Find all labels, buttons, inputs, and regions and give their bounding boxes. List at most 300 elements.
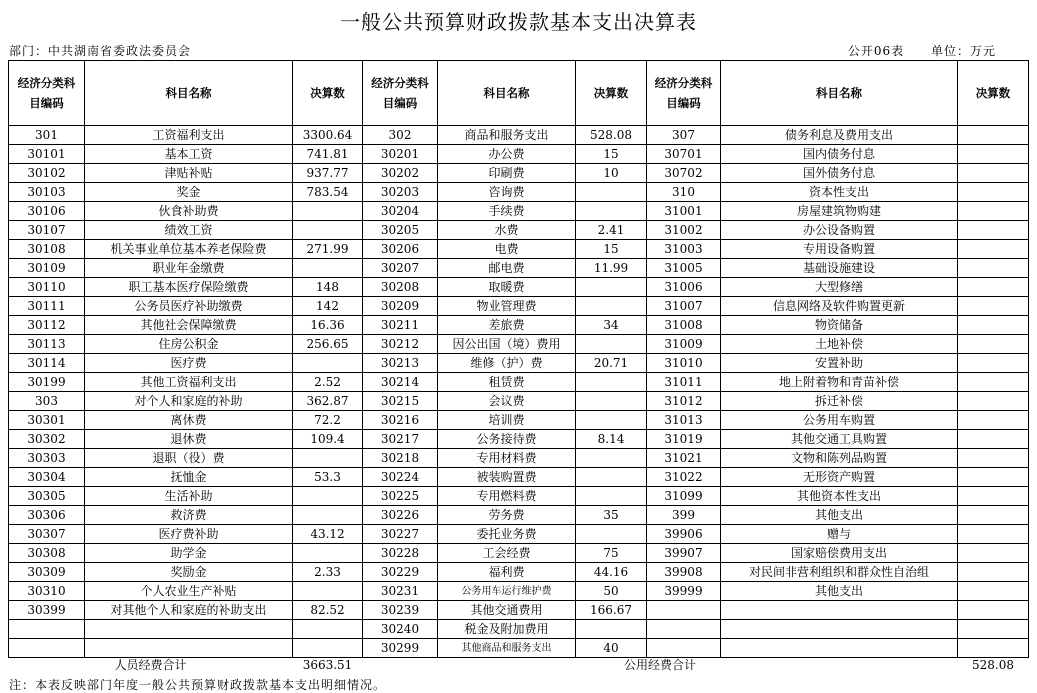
department-label: 部门：中共湖南省委政法委员会 <box>9 44 192 58</box>
cell-name-3: 对民间非营利组织和群众性自治组 <box>721 563 958 582</box>
cell-code-1: 30109 <box>9 259 85 278</box>
table-row <box>9 411 1029 430</box>
cell-amount-1 <box>293 354 363 373</box>
cell-amount-2: 11.99 <box>576 259 647 278</box>
cell-amount-1 <box>293 487 363 506</box>
cell-amount-1: 148 <box>293 278 363 297</box>
cell-name-1: 津贴补贴 <box>85 164 293 183</box>
personnel-total-value: 3663.51 <box>302 658 353 672</box>
table-code: 公开06表 <box>847 44 905 58</box>
cell-name-1: 其他社会保障缴费 <box>85 316 293 335</box>
cell-name-3: 资本性支出 <box>721 183 958 202</box>
table-row <box>9 601 1029 620</box>
cell-amount-3 <box>958 221 1029 240</box>
cell-code-3: 31013 <box>647 411 721 430</box>
cell-code-1 <box>9 620 85 639</box>
public-total-value: 528.08 <box>972 658 1014 672</box>
cell-name-1: 公务员医疗补助缴费 <box>85 297 293 316</box>
cell-amount-3 <box>958 620 1029 639</box>
cell-code-2: 30226 <box>363 506 438 525</box>
cell-code-3: 31011 <box>647 373 721 392</box>
unit-label: 单位：万元 <box>930 44 996 58</box>
cell-code-2: 30209 <box>363 297 438 316</box>
cell-code-3: 31021 <box>647 449 721 468</box>
cell-amount-2: 8.14 <box>576 430 647 449</box>
cell-amount-2: 40 <box>576 639 647 658</box>
cell-name-1: 基本工资 <box>85 145 293 164</box>
cell-amount-3 <box>958 126 1029 145</box>
cell-code-1: 30308 <box>9 544 85 563</box>
cell-amount-3 <box>958 240 1029 259</box>
cell-amount-1: 72.2 <box>293 411 363 430</box>
table-row <box>9 373 1029 392</box>
table-row <box>9 449 1029 468</box>
cell-amount-1 <box>293 506 363 525</box>
cell-amount-2: 10 <box>576 164 647 183</box>
cell-amount-3 <box>958 582 1029 601</box>
cell-code-3: 39906 <box>647 525 721 544</box>
table-row <box>9 183 1029 202</box>
cell-name-2: 工会经费 <box>438 544 576 563</box>
header-code-3: 经济分类科目编码 <box>647 61 721 126</box>
cell-name-2: 电费 <box>438 240 576 259</box>
cell-code-3: 31001 <box>647 202 721 221</box>
cell-code-3: 310 <box>647 183 721 202</box>
table-row <box>9 639 1029 658</box>
cell-amount-3 <box>958 563 1029 582</box>
cell-name-3: 无形资产购置 <box>721 468 958 487</box>
cell-name-3: 国家赔偿费用支出 <box>721 544 958 563</box>
cell-amount-1: 3300.64 <box>293 126 363 145</box>
cell-name-1: 对其他个人和家庭的补助支出 <box>85 601 293 620</box>
cell-name-2: 专用燃料费 <box>438 487 576 506</box>
cell-code-1: 30110 <box>9 278 85 297</box>
cell-code-3: 31005 <box>647 259 721 278</box>
cell-amount-2 <box>576 620 647 639</box>
table-row <box>9 297 1029 316</box>
cell-code-2: 30231 <box>363 582 438 601</box>
cell-name-3: 赠与 <box>721 525 958 544</box>
cell-amount-2 <box>576 335 647 354</box>
cell-amount-3 <box>958 449 1029 468</box>
cell-code-3: 39999 <box>647 582 721 601</box>
cell-amount-3 <box>958 297 1029 316</box>
cell-name-2: 因公出国（境）费用 <box>438 335 576 354</box>
cell-code-3: 31022 <box>647 468 721 487</box>
cell-name-3 <box>721 639 958 658</box>
cell-code-3 <box>647 601 721 620</box>
header-code-2: 经济分类科目编码 <box>363 61 438 126</box>
cell-code-1: 30103 <box>9 183 85 202</box>
cell-code-2: 30207 <box>363 259 438 278</box>
header-code-1: 经济分类科目编码 <box>9 61 85 126</box>
cell-amount-3 <box>958 601 1029 620</box>
cell-name-1: 生活补助 <box>85 487 293 506</box>
cell-code-3: 31019 <box>647 430 721 449</box>
cell-code-3 <box>647 639 721 658</box>
table-row <box>9 202 1029 221</box>
cell-code-3: 39908 <box>647 563 721 582</box>
header-amount-2: 决算数 <box>576 61 647 126</box>
cell-code-3 <box>647 620 721 639</box>
cell-code-3: 31010 <box>647 354 721 373</box>
cell-code-3: 31009 <box>647 335 721 354</box>
cell-code-2: 30206 <box>363 240 438 259</box>
cell-code-2: 30202 <box>363 164 438 183</box>
cell-amount-1 <box>293 582 363 601</box>
cell-amount-1 <box>293 259 363 278</box>
header-name-3: 科目名称 <box>721 61 958 126</box>
cell-amount-1 <box>293 221 363 240</box>
cell-code-3: 30702 <box>647 164 721 183</box>
table-row <box>9 221 1029 240</box>
cell-code-1: 30306 <box>9 506 85 525</box>
expenditure-table <box>8 60 1029 672</box>
cell-name-2: 咨询费 <box>438 183 576 202</box>
cell-name-3: 国外债务付息 <box>721 164 958 183</box>
cell-amount-3 <box>958 373 1029 392</box>
cell-name-3: 其他资本性支出 <box>721 487 958 506</box>
cell-name-1: 职工基本医疗保险缴费 <box>85 278 293 297</box>
cell-amount-1 <box>293 639 363 658</box>
cell-name-2: 公务接待费 <box>438 430 576 449</box>
cell-name-1: 退休费 <box>85 430 293 449</box>
cell-name-2: 劳务费 <box>438 506 576 525</box>
cell-name-2: 公务用车运行维护费 <box>438 582 576 601</box>
cell-amount-1: 43.12 <box>293 525 363 544</box>
header-amount-3: 决算数 <box>958 61 1029 126</box>
cell-amount-3 <box>958 278 1029 297</box>
cell-name-1: 奖励金 <box>85 563 293 582</box>
cell-amount-1 <box>293 202 363 221</box>
table-row <box>9 278 1029 297</box>
cell-name-1: 职业年金缴费 <box>85 259 293 278</box>
cell-amount-2 <box>576 183 647 202</box>
cell-code-3: 307 <box>647 126 721 145</box>
cell-code-1: 30102 <box>9 164 85 183</box>
cell-name-3: 文物和陈列品购置 <box>721 449 958 468</box>
cell-amount-3 <box>958 544 1029 563</box>
cell-code-2: 30299 <box>363 639 438 658</box>
cell-amount-3 <box>958 145 1029 164</box>
cell-name-1: 离休费 <box>85 411 293 430</box>
cell-name-3: 基础设施建设 <box>721 259 958 278</box>
cell-amount-2 <box>576 468 647 487</box>
table-meta <box>826 42 996 59</box>
cell-code-1: 30310 <box>9 582 85 601</box>
cell-amount-1: 2.52 <box>293 373 363 392</box>
cell-code-2: 30228 <box>363 544 438 563</box>
cell-code-1: 30111 <box>9 297 85 316</box>
cell-code-3: 31002 <box>647 221 721 240</box>
cell-name-3: 其他交通工具购置 <box>721 430 958 449</box>
cell-code-1: 30112 <box>9 316 85 335</box>
table-row <box>9 525 1029 544</box>
cell-code-1: 30307 <box>9 525 85 544</box>
cell-name-1: 机关事业单位基本养老保险费 <box>85 240 293 259</box>
cell-amount-3 <box>958 316 1029 335</box>
cell-code-1: 30108 <box>9 240 85 259</box>
footnote: 注：本表反映部门年度一般公共预算财政拨款基本支出明细情况。 <box>9 678 387 692</box>
cell-amount-2 <box>576 297 647 316</box>
cell-amount-1: 109.4 <box>293 430 363 449</box>
cell-name-3: 地上附着物和青苗补偿 <box>721 373 958 392</box>
cell-code-2: 30218 <box>363 449 438 468</box>
cell-code-3: 31012 <box>647 392 721 411</box>
cell-amount-1: 741.81 <box>293 145 363 164</box>
cell-code-2: 30229 <box>363 563 438 582</box>
cell-code-3: 31007 <box>647 297 721 316</box>
cell-amount-3 <box>958 639 1029 658</box>
cell-name-1: 医疗费补助 <box>85 525 293 544</box>
cell-code-1: 30303 <box>9 449 85 468</box>
cell-amount-3 <box>958 354 1029 373</box>
cell-amount-1 <box>293 620 363 639</box>
cell-name-3: 办公设备购置 <box>721 221 958 240</box>
cell-amount-2 <box>576 278 647 297</box>
cell-amount-2: 44.16 <box>576 563 647 582</box>
cell-name-3: 公务用车购置 <box>721 411 958 430</box>
cell-name-1: 伙食补助费 <box>85 202 293 221</box>
cell-amount-1: 271.99 <box>293 240 363 259</box>
cell-name-1 <box>85 639 293 658</box>
cell-name-2: 租赁费 <box>438 373 576 392</box>
cell-code-3: 30701 <box>647 145 721 164</box>
cell-amount-2: 20.71 <box>576 354 647 373</box>
cell-code-2: 30224 <box>363 468 438 487</box>
table-row <box>9 487 1029 506</box>
cell-name-2: 差旅费 <box>438 316 576 335</box>
cell-name-3: 物资储备 <box>721 316 958 335</box>
cell-name-1: 退职（役）费 <box>85 449 293 468</box>
cell-code-2: 30216 <box>363 411 438 430</box>
table-row <box>9 259 1029 278</box>
cell-name-2: 其他商品和服务支出 <box>438 639 576 658</box>
cell-name-3 <box>721 620 958 639</box>
personnel-total-label: 人员经费合计 <box>114 658 187 672</box>
cell-amount-2: 15 <box>576 145 647 164</box>
cell-name-2: 专用材料费 <box>438 449 576 468</box>
cell-name-2: 物业管理费 <box>438 297 576 316</box>
cell-code-3: 31099 <box>647 487 721 506</box>
table-row <box>9 620 1029 639</box>
cell-name-2: 办公费 <box>438 145 576 164</box>
table-row <box>9 582 1029 601</box>
cell-code-1: 30302 <box>9 430 85 449</box>
table-row <box>9 563 1029 582</box>
cell-amount-3 <box>958 468 1029 487</box>
cell-code-1: 30106 <box>9 202 85 221</box>
cell-code-2: 30239 <box>363 601 438 620</box>
cell-code-1: 30305 <box>9 487 85 506</box>
cell-name-3: 信息网络及软件购置更新 <box>721 297 958 316</box>
cell-name-1: 助学金 <box>85 544 293 563</box>
cell-code-2: 30208 <box>363 278 438 297</box>
cell-amount-2: 2.41 <box>576 221 647 240</box>
table-row <box>9 145 1029 164</box>
cell-amount-2 <box>576 487 647 506</box>
cell-name-3: 其他支出 <box>721 582 958 601</box>
cell-amount-2 <box>576 449 647 468</box>
cell-amount-1: 53.3 <box>293 468 363 487</box>
cell-code-3: 399 <box>647 506 721 525</box>
cell-amount-2 <box>576 392 647 411</box>
cell-name-2: 印刷费 <box>438 164 576 183</box>
cell-code-3: 31003 <box>647 240 721 259</box>
cell-amount-1: 362.87 <box>293 392 363 411</box>
cell-amount-3 <box>958 202 1029 221</box>
header-name-1: 科目名称 <box>85 61 293 126</box>
cell-code-1: 30113 <box>9 335 85 354</box>
cell-name-1: 抚恤金 <box>85 468 293 487</box>
header-amount-1: 决算数 <box>293 61 363 126</box>
cell-code-2: 30215 <box>363 392 438 411</box>
public-total-label: 公用经费合计 <box>623 658 696 672</box>
cell-amount-2: 75 <box>576 544 647 563</box>
cell-code-1: 301 <box>9 126 85 145</box>
cell-code-2: 30211 <box>363 316 438 335</box>
cell-name-1 <box>85 620 293 639</box>
cell-amount-2 <box>576 411 647 430</box>
table-row <box>9 240 1029 259</box>
cell-amount-3 <box>958 183 1029 202</box>
cell-amount-1: 16.36 <box>293 316 363 335</box>
table-row <box>9 126 1029 145</box>
cell-name-2: 税金及附加费用 <box>438 620 576 639</box>
cell-amount-2: 50 <box>576 582 647 601</box>
table-row <box>9 468 1029 487</box>
cell-name-3 <box>721 601 958 620</box>
cell-amount-3 <box>958 430 1029 449</box>
cell-name-2: 维修（护）费 <box>438 354 576 373</box>
cell-name-3: 国内债务付息 <box>721 145 958 164</box>
cell-name-2: 被装购置费 <box>438 468 576 487</box>
cell-name-2: 邮电费 <box>438 259 576 278</box>
cell-amount-2: 15 <box>576 240 647 259</box>
table-row <box>9 164 1029 183</box>
cell-name-2: 培训费 <box>438 411 576 430</box>
cell-name-2: 水费 <box>438 221 576 240</box>
cell-code-2: 30227 <box>363 525 438 544</box>
cell-name-3: 房屋建筑物购建 <box>721 202 958 221</box>
cell-name-1: 住房公积金 <box>85 335 293 354</box>
cell-name-1: 个人农业生产补贴 <box>85 582 293 601</box>
cell-name-1: 奖金 <box>85 183 293 202</box>
cell-code-1: 30199 <box>9 373 85 392</box>
cell-name-1: 工资福利支出 <box>85 126 293 145</box>
cell-name-2: 商品和服务支出 <box>438 126 576 145</box>
cell-name-3: 其他支出 <box>721 506 958 525</box>
cell-amount-2: 528.08 <box>576 126 647 145</box>
cell-amount-3 <box>958 487 1029 506</box>
cell-amount-1: 937.77 <box>293 164 363 183</box>
cell-code-1: 30309 <box>9 563 85 582</box>
cell-amount-2: 166.67 <box>576 601 647 620</box>
cell-name-3: 土地补偿 <box>721 335 958 354</box>
cell-amount-1: 82.52 <box>293 601 363 620</box>
cell-amount-3 <box>958 525 1029 544</box>
cell-name-2: 委托业务费 <box>438 525 576 544</box>
cell-code-1: 303 <box>9 392 85 411</box>
cell-amount-1: 256.65 <box>293 335 363 354</box>
cell-code-1: 30399 <box>9 601 85 620</box>
cell-code-2: 30240 <box>363 620 438 639</box>
cell-code-2: 30217 <box>363 430 438 449</box>
cell-amount-3 <box>958 164 1029 183</box>
header-row <box>9 61 1029 126</box>
cell-code-3: 31006 <box>647 278 721 297</box>
table-row <box>9 392 1029 411</box>
cell-amount-1: 142 <box>293 297 363 316</box>
table-row <box>9 430 1029 449</box>
cell-amount-2 <box>576 202 647 221</box>
cell-code-3: 39907 <box>647 544 721 563</box>
cell-amount-1 <box>293 544 363 563</box>
cell-amount-1: 2.33 <box>293 563 363 582</box>
cell-amount-2 <box>576 525 647 544</box>
table-row <box>9 354 1029 373</box>
cell-name-1: 医疗费 <box>85 354 293 373</box>
cell-name-1: 救济费 <box>85 506 293 525</box>
table-row <box>9 316 1029 335</box>
cell-code-2: 30203 <box>363 183 438 202</box>
cell-amount-3 <box>958 259 1029 278</box>
cell-code-2: 30213 <box>363 354 438 373</box>
cell-amount-3 <box>958 392 1029 411</box>
cell-code-1: 30114 <box>9 354 85 373</box>
cell-name-2: 取暖费 <box>438 278 576 297</box>
table-row <box>9 544 1029 563</box>
cell-code-2: 30205 <box>363 221 438 240</box>
cell-code-1: 30101 <box>9 145 85 164</box>
cell-name-1: 对个人和家庭的补助 <box>85 392 293 411</box>
cell-name-1: 其他工资福利支出 <box>85 373 293 392</box>
cell-amount-3 <box>958 335 1029 354</box>
cell-code-1: 30301 <box>9 411 85 430</box>
cell-code-2: 30214 <box>363 373 438 392</box>
cell-name-3: 大型修缮 <box>721 278 958 297</box>
cell-name-1: 绩效工资 <box>85 221 293 240</box>
cell-name-3: 专用设备购置 <box>721 240 958 259</box>
header-name-2: 科目名称 <box>438 61 576 126</box>
cell-code-2: 30201 <box>363 145 438 164</box>
cell-code-1: 30107 <box>9 221 85 240</box>
cell-amount-3 <box>958 411 1029 430</box>
cell-amount-1 <box>293 449 363 468</box>
cell-name-2: 手续费 <box>438 202 576 221</box>
page-title: 一般公共预算财政拨款基本支出决算表 <box>340 10 697 34</box>
totals-row <box>9 658 1029 673</box>
cell-code-3: 31008 <box>647 316 721 335</box>
table-row <box>9 506 1029 525</box>
cell-name-2: 福利费 <box>438 563 576 582</box>
cell-code-1 <box>9 639 85 658</box>
cell-code-2: 30225 <box>363 487 438 506</box>
cell-name-3: 拆迁补偿 <box>721 392 958 411</box>
cell-amount-2: 35 <box>576 506 647 525</box>
cell-code-1: 30304 <box>9 468 85 487</box>
table-row <box>9 335 1029 354</box>
cell-amount-1: 783.54 <box>293 183 363 202</box>
cell-amount-3 <box>958 506 1029 525</box>
cell-code-2: 302 <box>363 126 438 145</box>
cell-name-3: 安置补助 <box>721 354 958 373</box>
cell-name-2: 其他交通费用 <box>438 601 576 620</box>
cell-name-3: 债务利息及费用支出 <box>721 126 958 145</box>
cell-code-2: 30204 <box>363 202 438 221</box>
cell-amount-2 <box>576 373 647 392</box>
cell-amount-2: 34 <box>576 316 647 335</box>
